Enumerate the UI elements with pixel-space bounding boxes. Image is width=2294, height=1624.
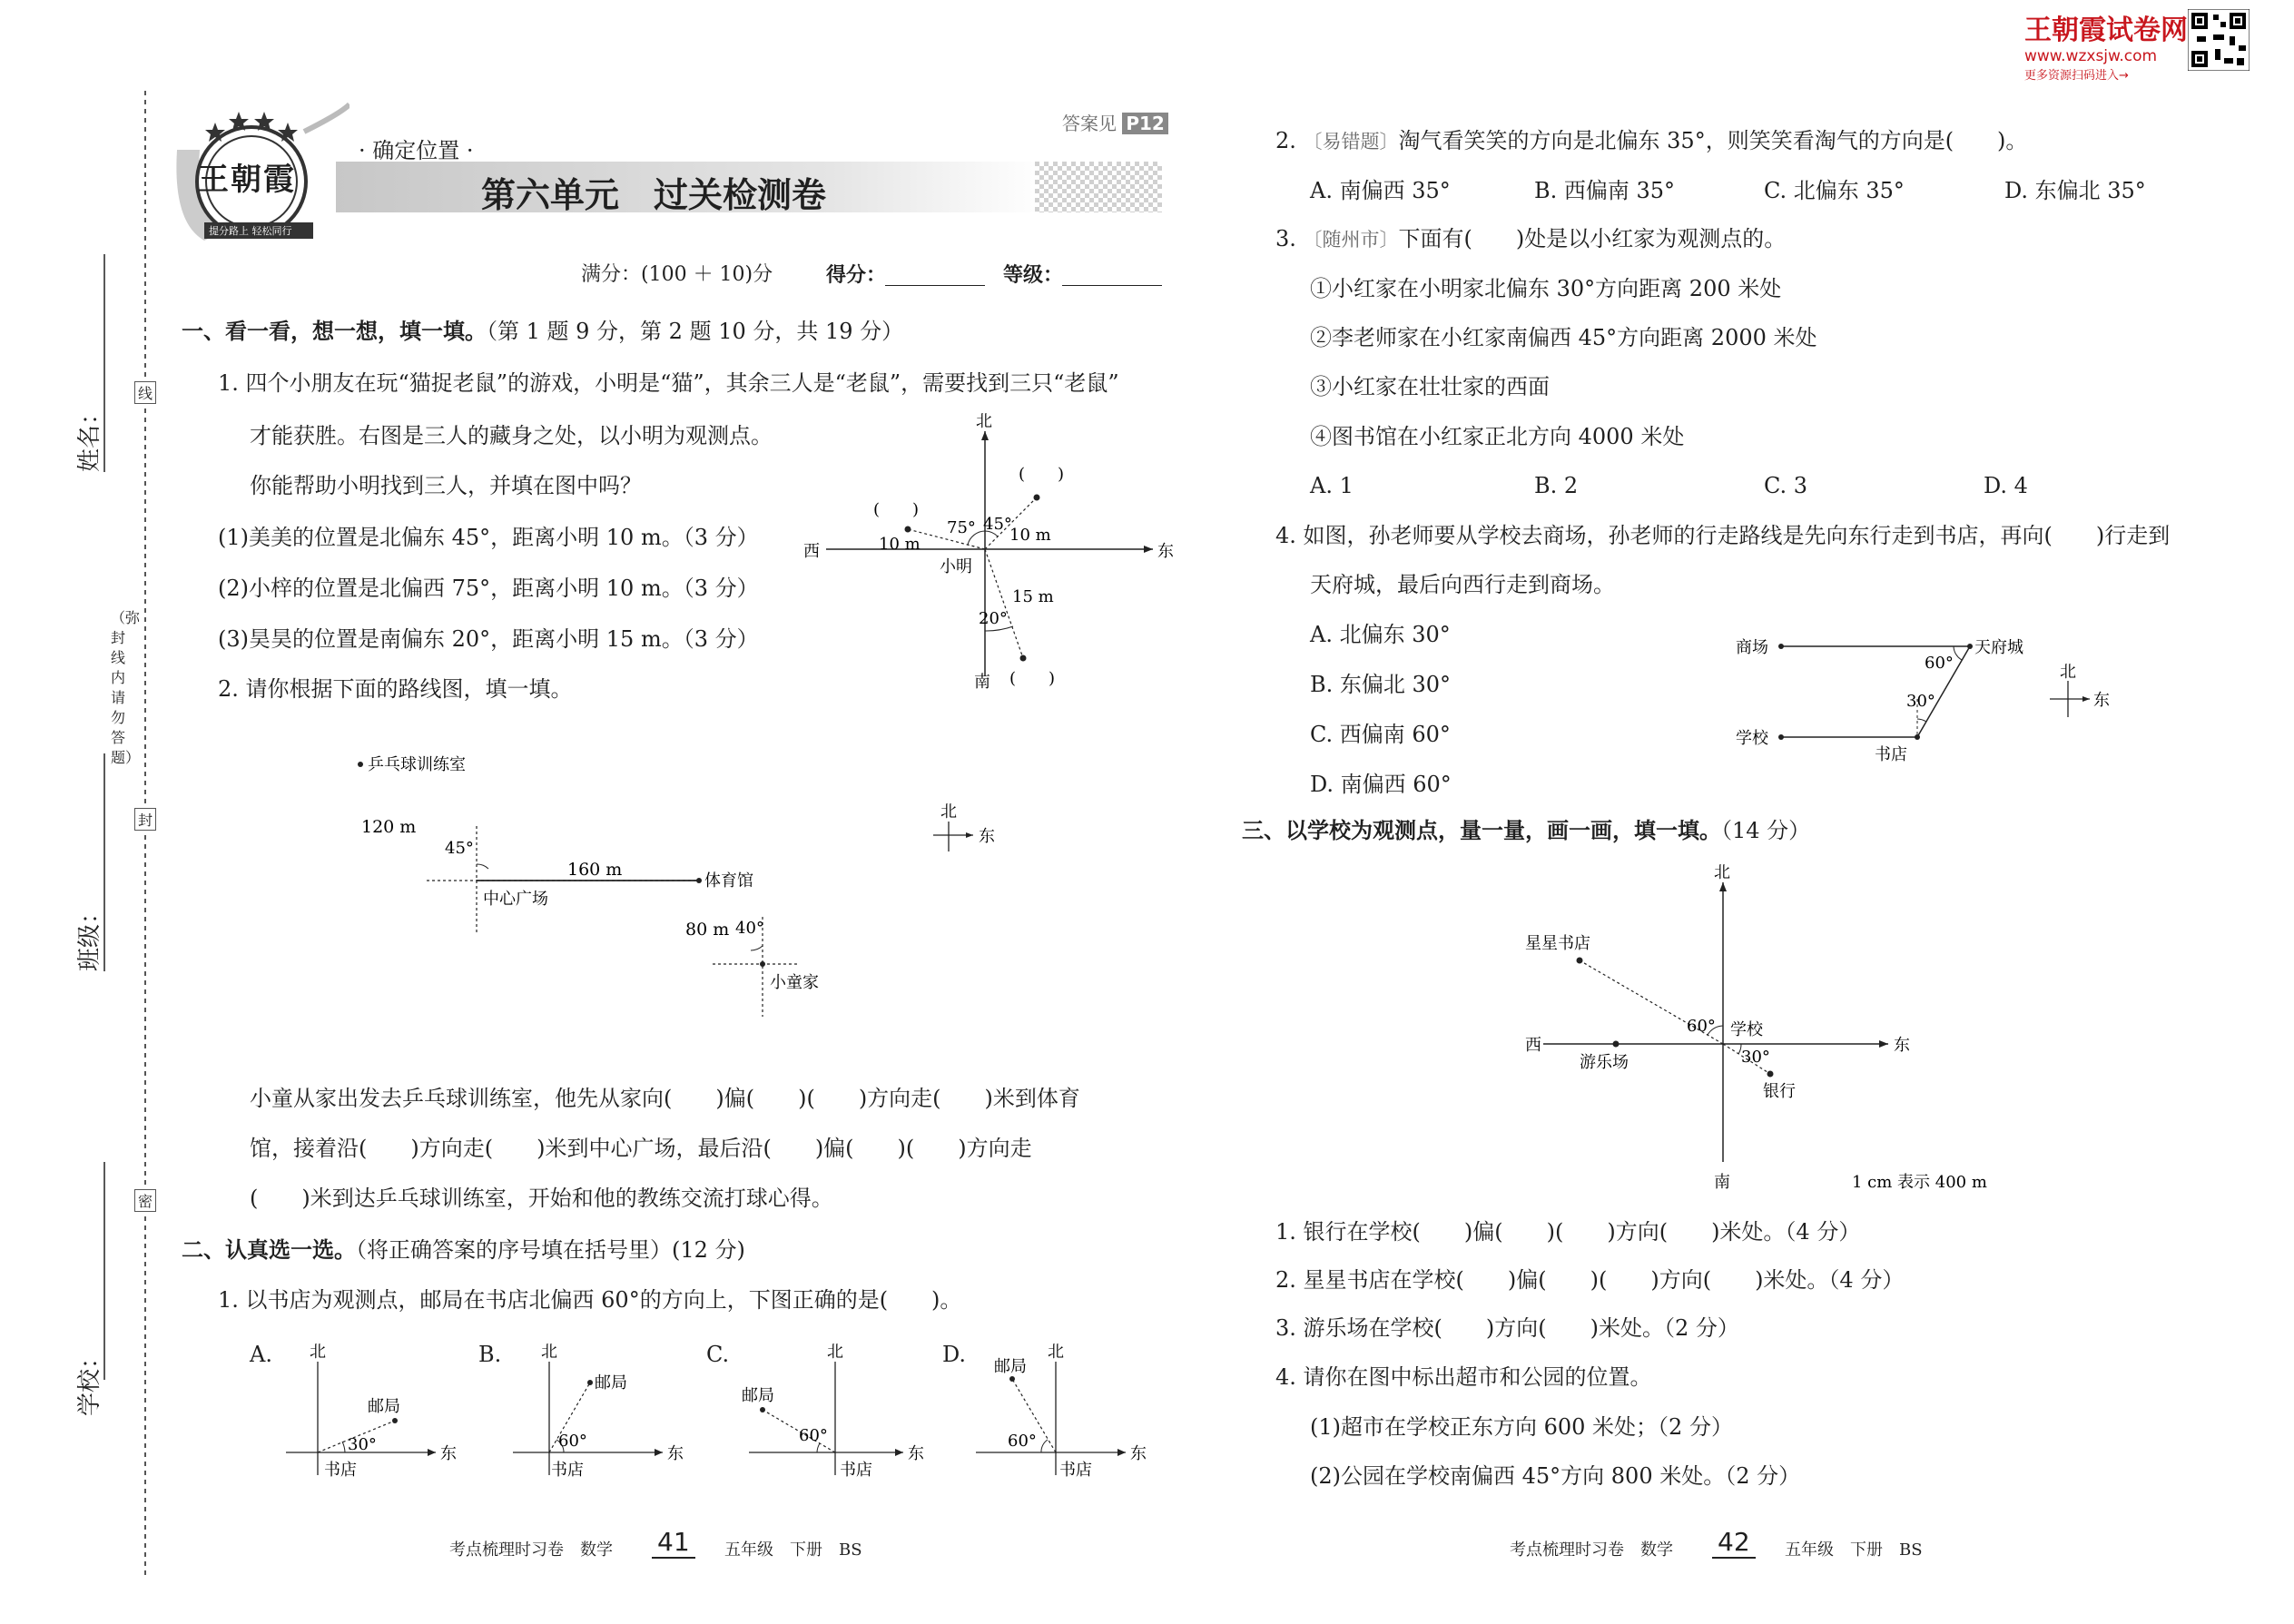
figure-route-map bbox=[345, 735, 1071, 1035]
route-school: 学校 bbox=[1736, 729, 1768, 748]
fig2-pingpong: 乒乓球训练室 bbox=[368, 755, 466, 774]
fig1-west: 西 bbox=[803, 542, 820, 561]
option-b-angle: 60° bbox=[558, 1432, 587, 1451]
route-a30: 30° bbox=[1906, 692, 1935, 711]
part2-q3-opt-d[interactable]: D. 4 bbox=[1984, 473, 2028, 498]
part2-q3: 3. 〔随州市〕下面有( )处是以小红家为观测点的。 bbox=[1275, 226, 1787, 251]
part2-q4-opt-c[interactable]: C. 西偏南 60° bbox=[1310, 722, 1451, 747]
grade-label: 等级： bbox=[1003, 263, 1064, 287]
fig2-home: 小童家 bbox=[770, 973, 819, 992]
option-d-post: 邮局 bbox=[994, 1357, 1027, 1376]
part1-fill-line3[interactable]: ( )米到达乒乓球训练室，开始和他的教练交流打球心得。 bbox=[250, 1186, 833, 1211]
option-a-north: 北 bbox=[310, 1343, 326, 1362]
part1-q1-line3: 你能帮助小明找到三人，并填在图中吗？ bbox=[250, 473, 642, 498]
fig3-north: 北 bbox=[1714, 863, 1730, 882]
part3-heading: 三、以学校为观测点，量一量，画一画，填一填。 bbox=[1242, 817, 1721, 843]
part1-q2: 2. 请你根据下面的路线图，填一填。 bbox=[218, 676, 573, 702]
binding-name-label: 姓名： bbox=[76, 400, 103, 472]
option-d-diagram[interactable] bbox=[967, 1339, 1148, 1484]
fig3-west: 西 bbox=[1525, 1036, 1541, 1055]
part2-q2-opt-a[interactable]: A. 南偏西 35° bbox=[1310, 178, 1451, 203]
option-c-east: 东 bbox=[908, 1444, 924, 1463]
part2-q3-opt-c[interactable]: C. 3 bbox=[1764, 473, 1808, 498]
fig2-a45: 45° bbox=[445, 839, 474, 858]
fig3-bookstore: 星星书店 bbox=[1525, 934, 1590, 953]
option-b-store: 书店 bbox=[551, 1461, 584, 1480]
part2-q3-item4: ④图书馆在小红家正北方向 4000 米处 bbox=[1310, 424, 1685, 449]
fig1-south: 南 bbox=[974, 673, 990, 692]
option-d-north: 北 bbox=[1048, 1343, 1064, 1362]
watermark-note: 更多资源扫码进入→ bbox=[2024, 69, 2129, 83]
option-b-label[interactable]: B. bbox=[478, 1342, 502, 1367]
fig3-south: 南 bbox=[1714, 1173, 1730, 1192]
score-full: 满分：(100 ＋ 10)分 bbox=[581, 263, 773, 286]
part3-q3[interactable]: 3. 游乐场在学校( )方向( )米处。（2 分） bbox=[1275, 1315, 1739, 1341]
part1-title bbox=[182, 318, 903, 345]
part2-q2-tag: 〔易错题〕 bbox=[1303, 131, 1399, 153]
footer-left-book: 考点梳理时习卷 bbox=[449, 1540, 564, 1560]
route-a60: 60° bbox=[1925, 654, 1954, 673]
option-a-label[interactable]: A. bbox=[250, 1342, 272, 1367]
fig3-a30: 30° bbox=[1741, 1048, 1770, 1067]
watermark bbox=[2024, 7, 2188, 83]
header-subject: · 确定位置 · bbox=[359, 138, 474, 163]
option-c-store: 书店 bbox=[840, 1461, 872, 1480]
part2-q3-opt-a[interactable]: A. 1 bbox=[1310, 473, 1354, 498]
option-a-east: 东 bbox=[440, 1444, 457, 1463]
fig3-school: 学校 bbox=[1730, 1020, 1763, 1039]
fig1-d2: 10 m bbox=[1009, 526, 1051, 545]
option-c-north: 北 bbox=[827, 1343, 843, 1362]
part1-q1-line2: 才能获胜。右图是三人的藏身之处，以小明为观测点。 bbox=[250, 423, 773, 448]
part2-q4-opt-d[interactable]: D. 南偏西 60° bbox=[1310, 772, 1452, 797]
footer-left-subject: 数学 bbox=[580, 1540, 613, 1560]
part2-q4-opt-b[interactable]: B. 东偏北 30° bbox=[1310, 672, 1452, 697]
fig2-north: 北 bbox=[940, 802, 957, 822]
binding-mark-seal: 封 bbox=[134, 808, 156, 831]
part1-heading: 一、看一看，想一想，填一填。 bbox=[182, 318, 487, 344]
footer-left-edition: BS bbox=[839, 1540, 862, 1560]
option-d-angle: 60° bbox=[1008, 1432, 1037, 1451]
fig1-blank3[interactable]: ( ) bbox=[1009, 669, 1056, 688]
footer-right-book: 考点梳理时习卷 bbox=[1510, 1540, 1624, 1560]
binding-mark-line: 线 bbox=[134, 381, 156, 404]
footer-right-subject: 数学 bbox=[1640, 1540, 1673, 1560]
part1-q1-b: (2)小梓的位置是北偏西 75°，距离小明 10 m。（3 分） bbox=[218, 576, 759, 601]
part2-q2-opt-b[interactable]: B. 西偏南 35° bbox=[1534, 178, 1676, 203]
qr-code-icon[interactable] bbox=[2188, 9, 2250, 71]
part2-q1: 1. 以书店为观测点，邮局在书店北偏西 60°的方向上，下图正确的是( )。 bbox=[218, 1287, 962, 1313]
footer-right bbox=[1510, 1537, 1673, 1560]
figure-teacher-route bbox=[1725, 626, 2142, 772]
part2-q3-tag: 〔随州市〕 bbox=[1303, 229, 1399, 251]
fig2-a40: 40° bbox=[735, 919, 764, 938]
option-a-angle: 30° bbox=[348, 1435, 377, 1454]
binding-school-label: 学校： bbox=[76, 1344, 103, 1416]
part3-q4: 4. 请你在图中标出超市和公园的位置。 bbox=[1275, 1364, 1652, 1390]
option-c-label[interactable]: C. bbox=[706, 1342, 730, 1367]
page-number-right: 42 bbox=[1712, 1527, 1756, 1559]
route-east: 东 bbox=[2093, 691, 2110, 710]
binding-class-label: 班级： bbox=[76, 900, 103, 971]
binding-dashed-line bbox=[136, 91, 154, 1580]
fig1-a3: 20° bbox=[979, 609, 1008, 628]
option-a-store: 书店 bbox=[324, 1461, 357, 1480]
part3-q4b: (2)公园在学校南偏西 45°方向 800 米处。（2 分） bbox=[1310, 1463, 1801, 1489]
binding-mark-secret: 密 bbox=[134, 1189, 156, 1212]
fig2-d80: 80 m bbox=[685, 920, 730, 940]
footer-left-grade bbox=[724, 1537, 862, 1560]
answer-ref bbox=[1062, 109, 1168, 135]
option-b-north: 北 bbox=[541, 1343, 557, 1362]
option-a-diagram[interactable] bbox=[277, 1339, 486, 1484]
option-b-diagram[interactable] bbox=[504, 1339, 713, 1484]
fig2-east: 东 bbox=[979, 827, 995, 846]
page-number-left: 41 bbox=[652, 1527, 695, 1559]
header-checker-pattern bbox=[1035, 162, 1162, 212]
fig1-blank2[interactable]: ( ) bbox=[1019, 465, 1065, 484]
part1-fill-line2[interactable]: 馆，接着沿( )方向走( )米到中心广场，最后沿( )偏( )( )方向走 bbox=[250, 1136, 1032, 1161]
part2-q4-line1: 4. 如图，孙老师要从学校去商场，孙老师的行走路线是先向东行走到书店，再向( )行走到 bbox=[1275, 523, 2171, 548]
fig1-center: 小明 bbox=[940, 557, 972, 576]
fig2-d160: 160 m bbox=[567, 860, 623, 880]
fig2-gym: 体育馆 bbox=[704, 871, 753, 891]
part2-title bbox=[182, 1236, 745, 1264]
fig1-east: 东 bbox=[1157, 542, 1174, 561]
part3-note: （14 分） bbox=[1721, 818, 1811, 843]
footer-left-grade-text: 五年级 bbox=[724, 1540, 773, 1560]
fig1-a1: 75° bbox=[947, 518, 976, 537]
option-c-angle: 60° bbox=[799, 1426, 828, 1445]
part3-q2[interactable]: 2. 星星书店在学校( )偏( )( )方向( )米处。（4 分） bbox=[1275, 1267, 1905, 1293]
part1-note: （第 1 题 9 分，第 2 题 10 分，共 19 分） bbox=[487, 319, 904, 344]
fig1-blank1[interactable]: ( ) bbox=[873, 500, 920, 519]
watermark-url: www.wzxsjw.com bbox=[2024, 47, 2158, 65]
score-label: 得分： bbox=[826, 263, 887, 287]
part1-fill-line1[interactable]: 小童从家出发去乒乓球训练室，他先从家向( )偏( )( )方向走( )米到体育 bbox=[250, 1086, 1080, 1111]
part2-q2: 2. 〔易错题〕淘气看笑笑的方向是北偏东 35°，则笑笑看淘气的方向是( )。 bbox=[1275, 128, 2028, 153]
figure-xiaoming-compass bbox=[799, 413, 1180, 704]
part1-q1-line1: 1. 四个小朋友在玩“猫捉老鼠”的游戏，小明是“猫”，其余三人是“老鼠”，需要找到三只“老鼠” bbox=[218, 370, 1119, 396]
part2-q4-line2: 天府城，最后向西行走到商场。 bbox=[1310, 572, 1615, 597]
part2-q4-opt-a[interactable]: A. 北偏东 30° bbox=[1310, 622, 1451, 647]
part2-q3-opt-b[interactable]: B. 2 bbox=[1534, 473, 1579, 498]
binding-seal-note: （弥封线内请勿答题） bbox=[111, 609, 141, 766]
part3-title bbox=[1242, 817, 1810, 844]
option-d-label[interactable]: D. bbox=[942, 1342, 967, 1367]
option-a-post: 邮局 bbox=[368, 1397, 400, 1416]
part2-heading: 二、认真选一选。 bbox=[182, 1236, 356, 1263]
fig2-d120: 120 m bbox=[361, 817, 417, 837]
part2-q3-text: 下面有( )处是以小红家为观测点的。 bbox=[1398, 226, 1787, 251]
part3-q4a: (1)超市在学校正东方向 600 米处；（2 分） bbox=[1310, 1414, 1733, 1440]
part3-q1[interactable]: 1. 银行在学校( )偏( )( )方向( )米处。（4 分） bbox=[1275, 1219, 1861, 1245]
option-b-east: 东 bbox=[667, 1444, 684, 1463]
fig1-d3: 15 m bbox=[1012, 587, 1054, 606]
part2-q2-opt-d[interactable]: D. 东偏北 35° bbox=[2004, 178, 2146, 203]
figure-school-compass bbox=[1525, 862, 2033, 1198]
route-mall: 商场 bbox=[1736, 638, 1768, 657]
score-input[interactable] bbox=[885, 285, 985, 286]
answer-ref-label: 答案见 bbox=[1062, 113, 1117, 134]
answer-ref-page: P12 bbox=[1122, 113, 1168, 134]
option-c-diagram[interactable] bbox=[731, 1339, 940, 1484]
part1-q1-c: (3)昊昊的位置是南偏东 20°，距离小明 15 m。（3 分） bbox=[218, 626, 759, 652]
page-title: 第六单元 过关检测卷 bbox=[481, 174, 827, 215]
grade-input[interactable] bbox=[1062, 285, 1162, 286]
route-store: 书店 bbox=[1875, 745, 1907, 764]
option-c-post: 邮局 bbox=[742, 1386, 774, 1405]
part2-q2-text: 淘气看笑笑的方向是北偏东 35°，则笑笑看淘气的方向是( )。 bbox=[1398, 128, 2028, 153]
fig2-plaza: 中心广场 bbox=[483, 890, 548, 909]
footer-right-term: 下册 bbox=[1850, 1540, 1883, 1560]
fig3-a60: 60° bbox=[1687, 1017, 1716, 1036]
option-d-store: 书店 bbox=[1059, 1461, 1092, 1480]
watermark-brand: 王朝霞试卷网 bbox=[2024, 15, 2188, 46]
part2-q3-item2: ②李老师家在小红家南偏西 45°方向距离 2000 米处 bbox=[1310, 325, 1817, 350]
footer-right-grade bbox=[1785, 1537, 1923, 1560]
fig1-d1: 10 m bbox=[879, 535, 921, 554]
logo-text: 王朝霞 bbox=[198, 162, 296, 198]
fig3-bank: 银行 bbox=[1763, 1082, 1796, 1101]
fig1-north: 北 bbox=[976, 413, 992, 431]
option-b-post: 邮局 bbox=[595, 1373, 627, 1393]
part2-note: （将正确答案的序号填在括号里）(12 分) bbox=[356, 1237, 745, 1263]
fig1-a2: 45° bbox=[983, 515, 1012, 534]
part1-q1-a: (1)美美的位置是北偏东 45°，距离小明 10 m。（3 分） bbox=[218, 525, 759, 550]
fig3-east: 东 bbox=[1894, 1036, 1910, 1055]
route-north: 北 bbox=[2060, 663, 2076, 682]
footer-left bbox=[449, 1537, 613, 1560]
fig3-park: 游乐场 bbox=[1580, 1053, 1629, 1072]
option-d-east: 东 bbox=[1130, 1444, 1147, 1463]
footer-right-edition: BS bbox=[1899, 1540, 1923, 1560]
footer-left-term: 下册 bbox=[790, 1540, 822, 1560]
part2-q3-item3: ③小红家在壮壮家的西面 bbox=[1310, 374, 1550, 399]
fig3-scale: 1 cm 表示 400 m bbox=[1852, 1173, 1987, 1192]
logo-motto: 提分路上 轻松同行 bbox=[209, 225, 292, 237]
footer-right-grade-text: 五年级 bbox=[1785, 1540, 1834, 1560]
part2-q2-opt-c[interactable]: C. 北偏东 35° bbox=[1764, 178, 1905, 203]
part2-q3-item1: ①小红家在小明家北偏东 30°方向距离 200 米处 bbox=[1310, 276, 1782, 301]
route-tianfu: 天府城 bbox=[1974, 638, 2023, 657]
